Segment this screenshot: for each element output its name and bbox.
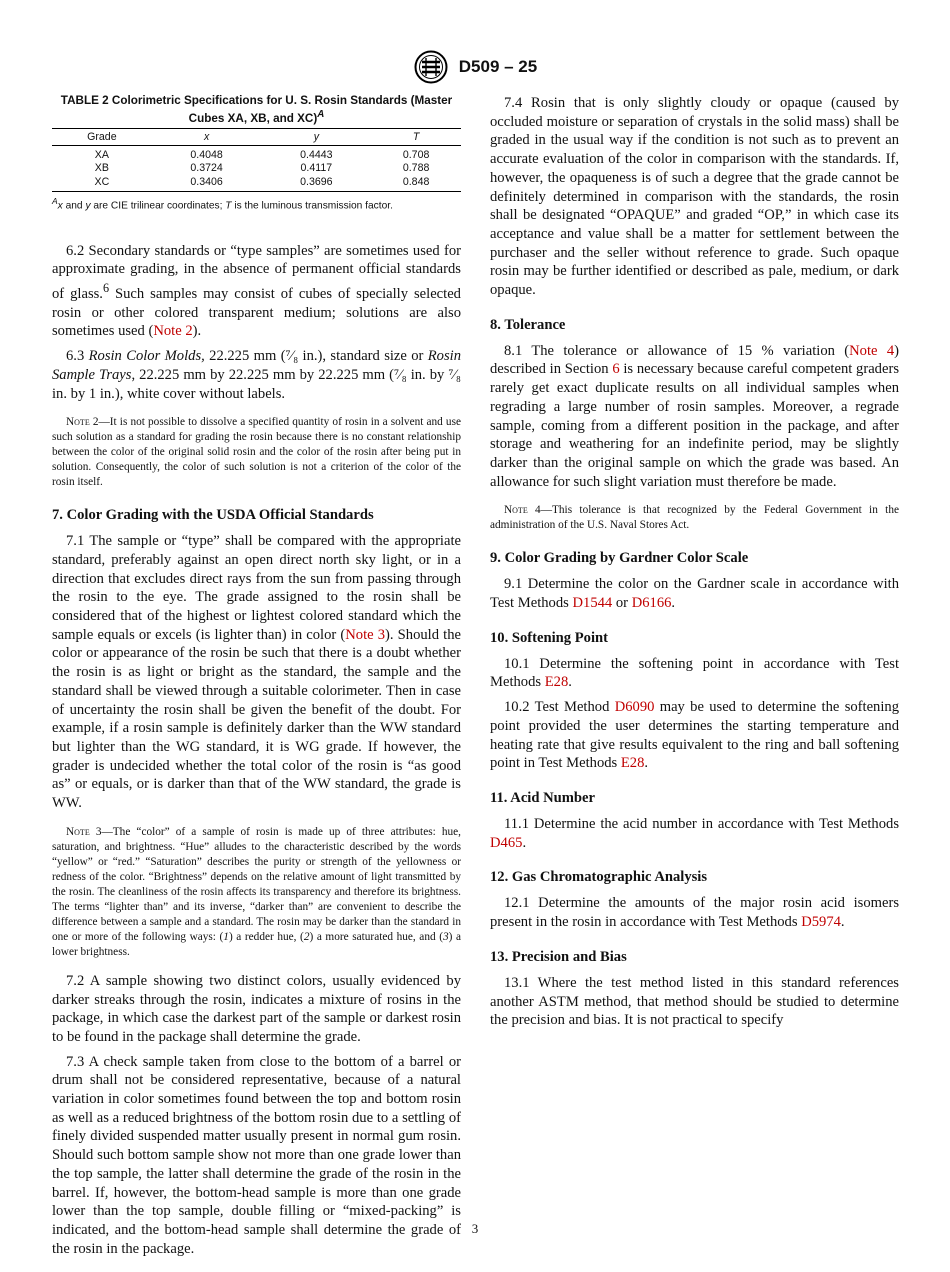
col-x: x <box>152 128 262 145</box>
section-9-heading: 9. Color Grading by Gardner Color Scale <box>490 550 749 567</box>
table-cell: 0.3724 <box>190 162 223 175</box>
paragraph-7-1: 7.1 The sample or “type” shall be compared with the appropriate standard, preferably against an open direct north sky light, or in a direction that excludes direct rays from the sun from passing through the rosin to the eye. The grade assigned to the rosin shall be considered that of the highest or lightest colored standard which the sample equals or excels (is lighter than) in color (Note 3). Should the color or appearance of the rosin be such that there is a doubt whether the rosin is as light or bright as the standard, the sample and the standard shall be viewed through a suitable colorimeter. Then in case of uncertainty the rosin shall be given the benefit of the doubt. For example, if a rosin sample is definitely darker than the WW standard but lighter than the WG standard, it is WG grade. If however, the grader is undecided whether the total color of the rosin is “as good as” or equals, or is darker than that of the WW standard, the grade is WW. <box>52 533 461 812</box>
table-row <box>52 162 461 176</box>
standard-designation: D509 – 25 <box>458 57 538 76</box>
col-grade: Grade <box>52 128 152 145</box>
d1544-link[interactable]: D1544 <box>572 595 613 612</box>
note-4: Note 4—This tolerance is that recognized by the Federal Government in the administration of the U.S. Naval Stores Act. <box>490 504 899 532</box>
e28-link[interactable]: E28 <box>620 755 645 772</box>
paragraph-13-1: 13.1 Where the test method listed in this standard references another ASTM method, that method should be studied to determine the precision and bias. It is not practical to specify <box>490 974 899 1029</box>
paragraph-6-2: 6.2 Secondary standards or “type samples” are sometimes used for approximate grading, in the absence of permanent official standards of glass.$^6$ Such samples may consist of cubes of specially selected rosin or other colored transparent medium; solutions are also sometimes used (Note 2). <box>52 242 461 340</box>
paragraph-7-2: 7.2 A sample showing two distinct colors, usually evidenced by darker streaks through the rosin, indicates a mixture of rosins in the package, in which case the darkest part of the sample or darkest rosin to be found in the package shall determine the grade. <box>52 972 461 1045</box>
table-cell: XA <box>94 148 109 161</box>
note-4-link[interactable]: Note 4 <box>849 342 895 359</box>
table-cell: 0.3696 <box>261 176 371 192</box>
paragraph-7-3: 7.3 A check sample taken from close to the bottom of a barrel or drum shall not be considered representative, because of a natural variation in color sometimes found between the top and bottom rosin as well as a reduced brightness of the bottom rosin due to a settling of finely divided suspended matter usually present in normal gum rosin. Should such bottom sample show not more than one grade lower than the top sample, the latter shall determine the grade of the rosin in the barrel. If, however, the bottom-head sample is more than one grade lower than the top sample, double filling or “mixed-packing” is indicated, and the bottom-head sample shall determine the grade of the rosin in the package. <box>52 1053 461 1257</box>
paragraph-9-1: 9.1 Determine the color on the Gardner scale in accordance with Test Methods D1544 or D6166. <box>490 576 899 612</box>
paragraph-12-1: 12.1 Determine the amounts of the major rosin acid isomers present in the rosin in accordance with Test Methods D5974. <box>490 895 899 931</box>
section-11-heading: 11. Acid Number <box>490 789 595 806</box>
col-y: y <box>261 128 371 145</box>
table-cell: XB <box>94 162 109 175</box>
left-column <box>52 94 461 1264</box>
d465-link[interactable]: D465 <box>490 834 523 851</box>
note-3: Note 3—The “color” of a sample of rosin is made up of three attributes: hue, saturation, and brightness. “Hue” alludes to the characteristic described by the words “yellow” or “red.” “Saturation” describes the purity or strength of the yellowness or redness of the color. “Brightness” depends on the relative amount of light transmitted by the rosin. The cleanliness of the rosin affects its transparency and therefore its brightness. The terms “lighter than” and its inverse, “darker than” are convenient to describe the difference between a sample and a standard. The rosin may be darker than the standard in one or more of the following ways: (1) a redder hue, (2) a more saturated hue, and (3) a lower brightness. <box>52 825 461 958</box>
table-cell: 0.3406 <box>152 176 262 192</box>
e28-link[interactable]: E28 <box>544 674 569 691</box>
table-header-row <box>52 128 461 145</box>
note-3-link[interactable]: Note 3 <box>345 626 386 643</box>
paragraph-10-1: 10.1 Determine the softening point in accordance with Test Methods E28. <box>490 655 899 691</box>
page-header <box>0 50 950 84</box>
paragraph-7-4: 7.4 Rosin that is only slightly cloudy or opaque (caused by occluded moisture or separation of crystals in the solid mass) shall be graded in the usual way if the condition is not such as to prevent an accurate evaluation of the color in comparison with the standards. If, however, the opaqueness is of such a degree that the grade cannot be definitely determined in comparison with the standards, the rosin shall be designated “OPAQUE” and graded “OP,” in which case its acceptance and value shall be a matter for settlement between the purchaser and the seller without reference to grade. Such opaque rosin may be further identified or described as pale, medium, or dark opaque. <box>490 95 899 299</box>
page-number: 3 <box>471 1221 479 1236</box>
section-13-heading: 13. Precision and Bias <box>490 948 627 965</box>
paragraph-8-1: 8.1 The tolerance or allowance of 15 % variation (Note 4) described in Section 6 is necessary because careful competent graders rarely get exact duplicate results on all individual samples when regrading a large number of rosin samples. Moreover, a regrade sample, coming from a different position in the package, and after storage and weathering for an indefinite period, may be slightly darker than the original sample on which the grade was based. An allowance for such slight variation must therefore be made. <box>490 342 899 490</box>
colorimetric-table <box>52 128 461 193</box>
table-cell: 0.788 <box>402 162 430 175</box>
d6166-link[interactable]: D6166 <box>631 595 672 612</box>
section-7-heading: 7. Color Grading with the USDA Official Standards <box>52 507 374 524</box>
table-row <box>52 145 461 162</box>
note-2: Note 2—It is not possible to dissolve a specified quantity of rosin in a solvent and use such solution as a standard for grading the rosin because there is no constant relationship between the color of the original solid rosin and the color of the rosin after being put in solution. Consequently, the color of such solution is not a criterion of the color of the rosin itself. <box>52 416 461 489</box>
table-cell: 0.4117 <box>300 162 333 175</box>
paragraph-11-1: 11.1 Determine the acid number in accordance with Test Methods D465. <box>490 815 899 851</box>
right-column <box>490 94 899 1036</box>
astm-logo-icon <box>413 50 449 84</box>
section-12-heading: 12. Gas Chromatographic Analysis <box>490 869 708 886</box>
table-cell: 0.848 <box>371 176 461 192</box>
table-2-title: TABLE 2 Colorimetric Specifications for U. S. Rosin Standards (Master Cubes XA, XB, and XC)$^A$ <box>60 94 453 125</box>
d6090-link[interactable]: D6090 <box>614 699 655 716</box>
section-6-link[interactable]: 6 <box>612 361 620 378</box>
paragraph-10-2: 10.2 Test Method D6090 may be used to determine the softening point provided the user determines the starting temperature and heating rate that give results equivalent to the ring and ball softening point in Test Methods E28. <box>490 699 900 772</box>
table-cell: XC <box>52 176 152 192</box>
table-footnote: $^A$x and y are CIE trilinear coordinates; T is the luminous transmission factor. <box>52 196 393 212</box>
col-t: T <box>371 128 461 145</box>
table-cell: 0.4443 <box>300 148 333 161</box>
table-cell: 0.4048 <box>190 148 223 161</box>
d5974-link[interactable]: D5974 <box>801 914 841 931</box>
paragraph-6-3: 6.3 Rosin Color Molds, 22.225 mm (⁷⁄₈ in.), standard size or Rosin Sample Trays, 22.225 mm by 22.225 mm by 22.225 mm (⁷⁄₈ in. by ⁷⁄₈ in. by 1 in.), white cover without labels. <box>52 348 462 402</box>
section-8-heading: 8. Tolerance <box>490 316 566 333</box>
section-10-heading: 10. Softening Point <box>490 629 608 646</box>
note-2-link[interactable]: Note 2 <box>153 323 193 340</box>
table-cell: 0.708 <box>402 148 430 161</box>
table-row <box>52 176 461 192</box>
